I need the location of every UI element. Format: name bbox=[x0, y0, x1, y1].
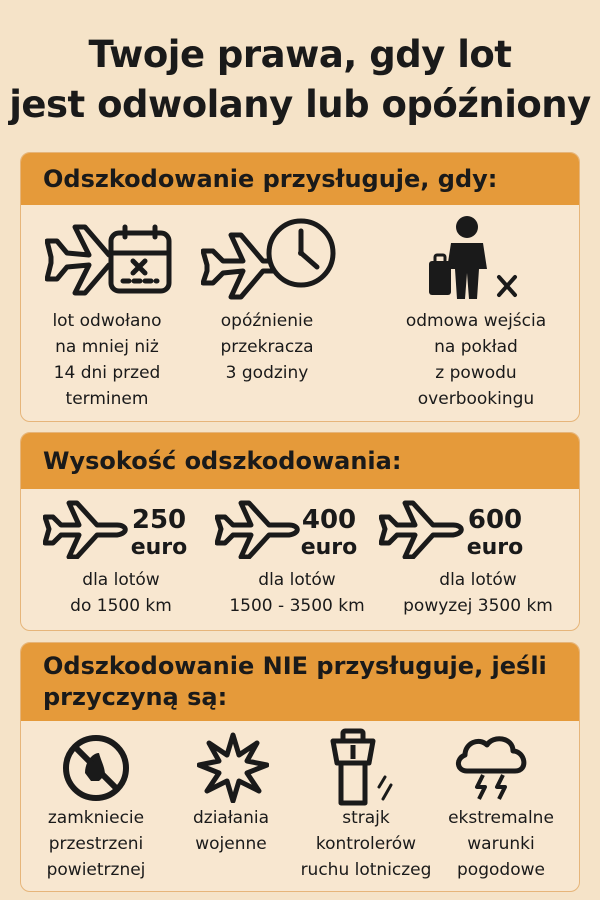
eligible-item-1-label: lot odwołano na mniej niż 14 dni przed terminem bbox=[52, 311, 162, 409]
eligible-heading-text: Odszkodowanie przysługuje, gdy: bbox=[43, 164, 498, 193]
not-eligible-item-4-label: ekstremalne warunki pogodowe bbox=[448, 808, 554, 880]
amount-heading-text: Wysokość odszkodowania: bbox=[43, 446, 402, 475]
airplane-icon bbox=[43, 499, 133, 559]
airplane-icon bbox=[379, 499, 469, 559]
eligible-item-3-label: odmowa wejścia na pokład z powodu overbookingu bbox=[405, 311, 547, 409]
amount-item-3-label: dla lotów powyzej 3500 km bbox=[403, 570, 553, 616]
airplane-icon bbox=[215, 499, 305, 559]
page-title-line-1: Twoje prawa, gdy lot bbox=[88, 33, 512, 76]
not-eligible-item-1-label: zamkniecie przestrzeni powietrznej bbox=[46, 808, 146, 880]
airplane-clock-icon bbox=[201, 213, 341, 303]
amount-value-2: 400 euro bbox=[300, 505, 358, 560]
not-eligible-item-2-label: działania wojenne bbox=[192, 808, 270, 854]
amount-value-3: 600 euro bbox=[466, 505, 524, 560]
not-eligible-heading-line-1: Odszkodowanie NIE przysługuje, jeśli bbox=[43, 652, 547, 680]
not-eligible-section bbox=[20, 642, 580, 892]
amount-item-2-label: dla lotów 1500 - 3500 km bbox=[229, 570, 365, 616]
eligible-item-2-label: opóźnienie przekracza 3 godziny bbox=[220, 311, 314, 383]
page-title-line-2: jest odwolany lub opóźniony bbox=[9, 83, 591, 126]
amount-item-1-label: dla lotów do 1500 km bbox=[70, 570, 172, 616]
not-eligible-item-3-label: strajk kontrolerów ruchu lotniczeg bbox=[300, 808, 432, 880]
not-eligible-section-heading bbox=[21, 643, 579, 721]
airspace-closed-icon bbox=[61, 733, 131, 803]
amount-section-heading bbox=[21, 433, 579, 489]
storm-cloud-icon bbox=[453, 731, 533, 801]
airplane-calendar-icon bbox=[45, 219, 175, 305]
amount-section bbox=[20, 432, 580, 631]
explosion-icon bbox=[197, 731, 269, 803]
passenger-luggage-denied-icon bbox=[421, 213, 531, 303]
page-title bbox=[0, 30, 600, 130]
amount-value-1: 250 euro bbox=[130, 505, 188, 560]
eligible-section-heading bbox=[21, 153, 579, 205]
not-eligible-heading-line-2: przyczyną są: bbox=[43, 683, 228, 711]
eligible-section bbox=[20, 152, 580, 422]
control-tower-strike-icon bbox=[327, 727, 397, 807]
